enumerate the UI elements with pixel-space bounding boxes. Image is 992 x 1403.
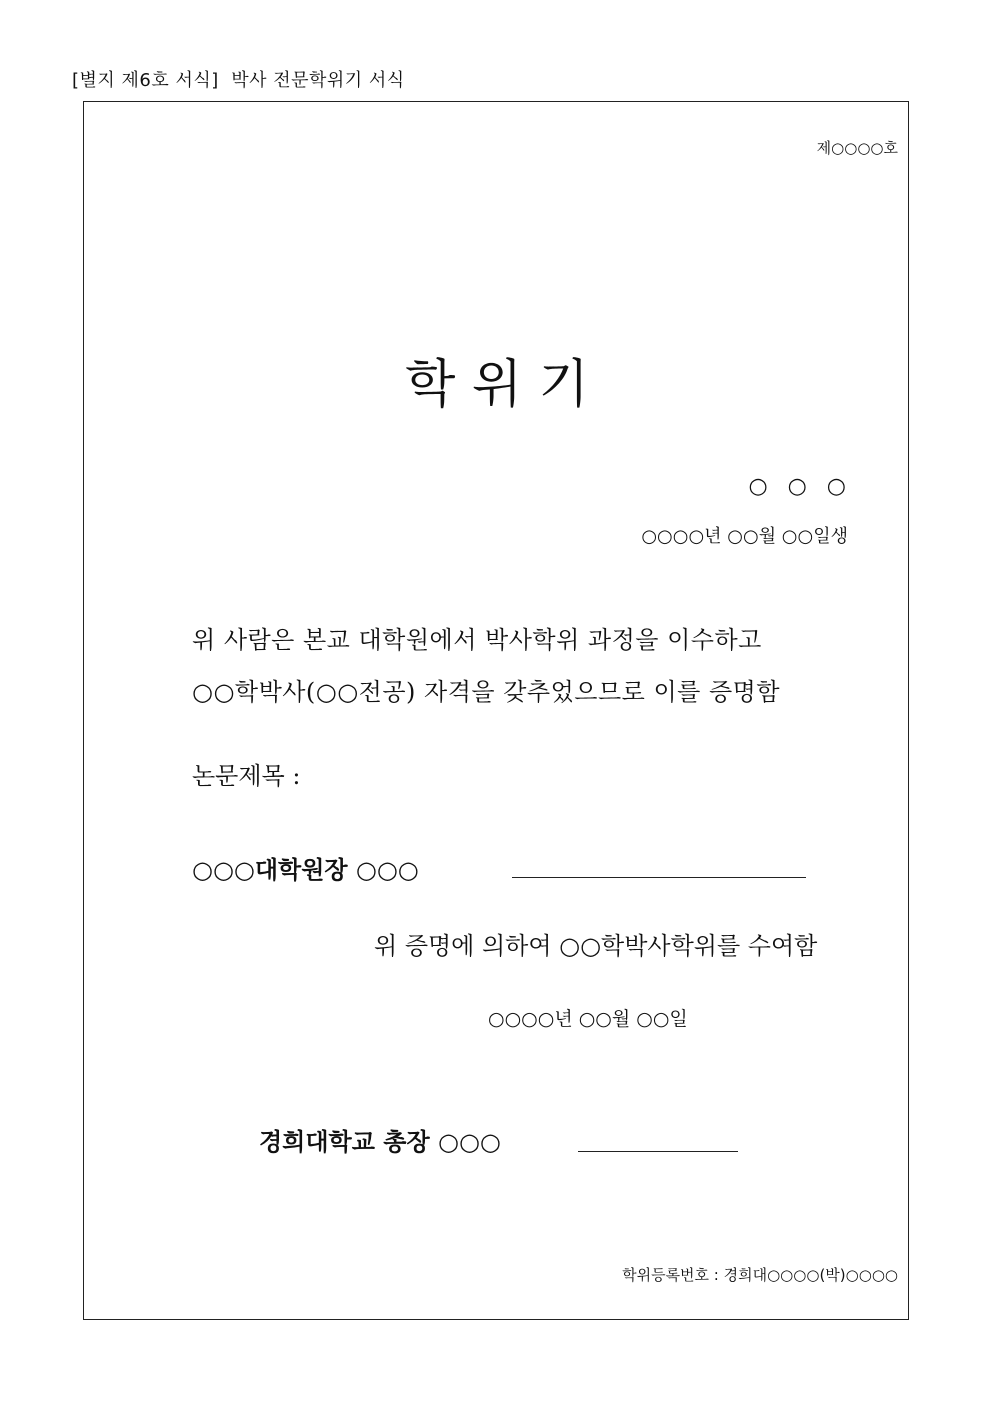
certificate-title: 학 위 기 <box>405 355 589 415</box>
president-signature-label: 경희대학교 총장 ○○○ <box>259 1127 501 1156</box>
dean-signature-line <box>512 877 806 878</box>
president-signature-line <box>578 1151 738 1152</box>
conferral-statement: 위 증명에 의하여 ○○학박사학위를 수여함 <box>374 932 818 960</box>
certificate-frame <box>83 101 909 1320</box>
body-text-line-2: ○○학박사(○○전공) 자격을 갖추었으므로 이를 증명함 <box>192 678 781 706</box>
registration-number: 학위등록번호 : 경희대○○○○(박)○○○○ <box>622 1266 898 1284</box>
thesis-title-label: 논문제목 : <box>192 762 301 790</box>
birth-date: ○○○○년 ○○월 ○○일생 <box>641 526 848 547</box>
form-label: [별지 제6호 서식] 박사 전문학위기 서식 <box>72 70 405 91</box>
issue-date: ○○○○년 ○○월 ○○일 <box>488 1008 688 1030</box>
body-text-line-1: 위 사람은 본교 대학원에서 박사학위 과정을 이수하고 <box>192 626 762 654</box>
graduate-dean-signature-label: ○○○대학원장 ○○○ <box>192 855 419 884</box>
recipient-name: ○ ○ ○ <box>748 474 848 499</box>
document-number: 제○○○○호 <box>816 139 898 157</box>
